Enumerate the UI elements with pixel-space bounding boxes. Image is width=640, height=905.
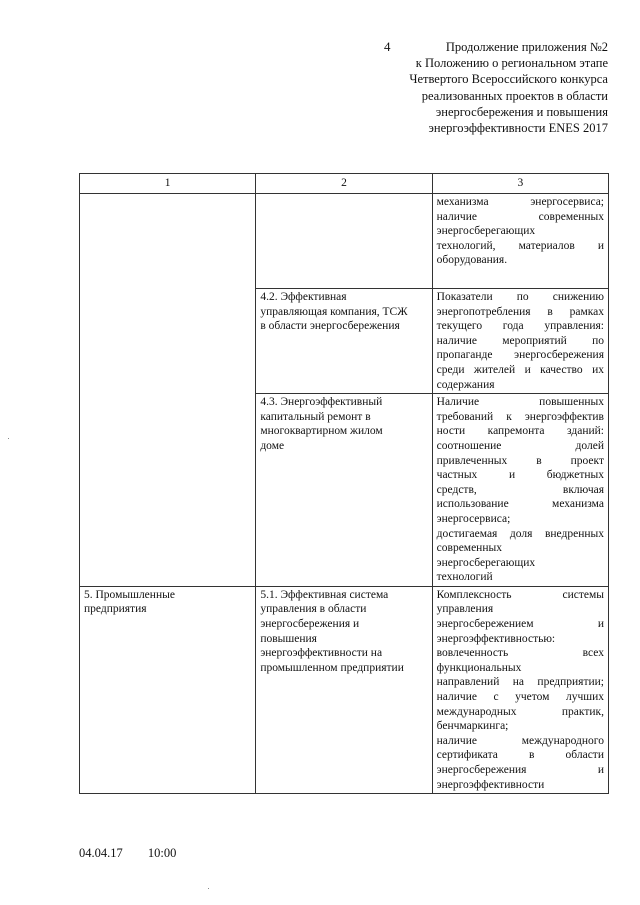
cell-line: в области энергосбережения [260,320,400,333]
cell-line: управления в области [260,603,367,616]
header-line: реализованных проектов в области [421,88,608,103]
print-time: 10:00 [147,846,177,860]
cell-line: управляющая компания, ТСЖ [260,305,408,318]
cell-nomination [256,289,432,394]
cell-nomination [256,394,432,587]
cell-line: бенчмаркинга; [436,720,509,733]
cell-line: среди жителей и качество их [436,363,604,376]
cell-criteria [432,394,608,587]
cell-line: управления [436,603,494,616]
header-line: энергоэффективности ENES 2017 [428,121,608,136]
cell-line: Комплексность системы [436,588,604,601]
cell-line: Наличие повышенных [436,396,604,409]
cell-line: технологий, материалов и [436,239,604,252]
cell-nomination [256,194,432,289]
cell-line: содержания [436,378,495,391]
cell-line: предприятия [84,603,147,616]
cell-line: пропаганде энергосбережения [436,349,604,362]
cell-line: международных практик, [436,705,604,718]
cell-line: энергосберегающих [436,556,536,569]
appendix-header [378,39,608,136]
cell-line: энергосервиса; [436,512,511,525]
page-number: 4 [384,39,391,54]
cell-line: энергоэффективности на [260,647,383,660]
header-line: Продолжение приложения №2 [445,40,608,54]
cell-nomination [256,586,432,793]
cell-line: требований к энергоэффектив [436,410,604,423]
cell-line: функциональных [436,661,522,674]
cell-line: механизма энергосервиса; [436,196,604,208]
cell-line: вовлеченность всех [436,647,604,660]
print-stamp [79,846,176,861]
cell-line: промышленном предприятии [260,661,404,674]
cell-criteria [432,289,608,394]
cell-line: энергосбережения и [260,618,360,631]
cell-line: энергосбережением и [436,618,604,631]
print-date: 04.04.17 [79,846,123,860]
cell-line: доме [260,439,285,452]
cell-category [80,194,256,587]
header-line: Четвертого Всероссийского конкурса [409,72,608,87]
cell-line: 4.3. Энергоэффективный [260,396,383,409]
cell-line: энергосберегающих [436,225,536,238]
cell-line: частных и бюджетных [436,469,604,482]
table-header-row [80,174,609,194]
cell-line: энергопотребления в рамках [436,305,604,318]
header-line: к Положению о региональном этапе [415,56,608,71]
cell-line: повышения [260,632,317,645]
cell-line: ности капремонта зданий: [436,425,604,438]
cell-line: наличие современных [436,210,604,223]
cell-line: сертификата в области [436,749,604,762]
cell-criteria [432,586,608,793]
table-row [80,586,609,793]
criteria-table [79,173,609,794]
cell-line: 4.2. Эффективная [260,291,347,303]
header-line: энергосбережения и повышения [435,104,608,119]
cell-line: достигаемая доля внедренных [436,527,604,540]
cell-line: многоквартирном жилом [260,425,383,438]
cell-line: капитальный ремонт в [260,410,371,423]
cell-line: наличие с учетом лучших [436,691,604,704]
cell-line: направлений на предприятии; [436,676,604,689]
cell-line: энергоэффективностью: [436,632,556,645]
cell-line: технологий [436,571,493,584]
cell-line: современных [436,542,502,555]
cell-line: оборудования. [436,254,508,267]
cell-line: привлеченных в проект [436,454,604,467]
cell-line: энергосбережения и [436,764,604,776]
cell-line: энергоэффективности [436,778,545,791]
column-header: 2 [256,174,432,194]
cell-category [80,586,256,793]
column-header: 1 [80,174,256,194]
cell-line: 5.1. Эффективная система [260,588,389,601]
cell-line: наличие мероприятий по [436,334,604,347]
cell-criteria [432,194,608,289]
cell-line: текущего года управления: [436,320,604,333]
cell-line: наличие международного [436,734,604,747]
cell-line: Показатели по снижению [436,291,604,303]
cell-line: использование механизма [436,498,604,511]
cell-line: соотношение долей [436,439,604,452]
cell-line: средств, включая [436,483,604,496]
table-row [80,194,609,289]
column-header: 3 [432,174,608,194]
cell-line: 5. Промышленные [84,588,175,601]
